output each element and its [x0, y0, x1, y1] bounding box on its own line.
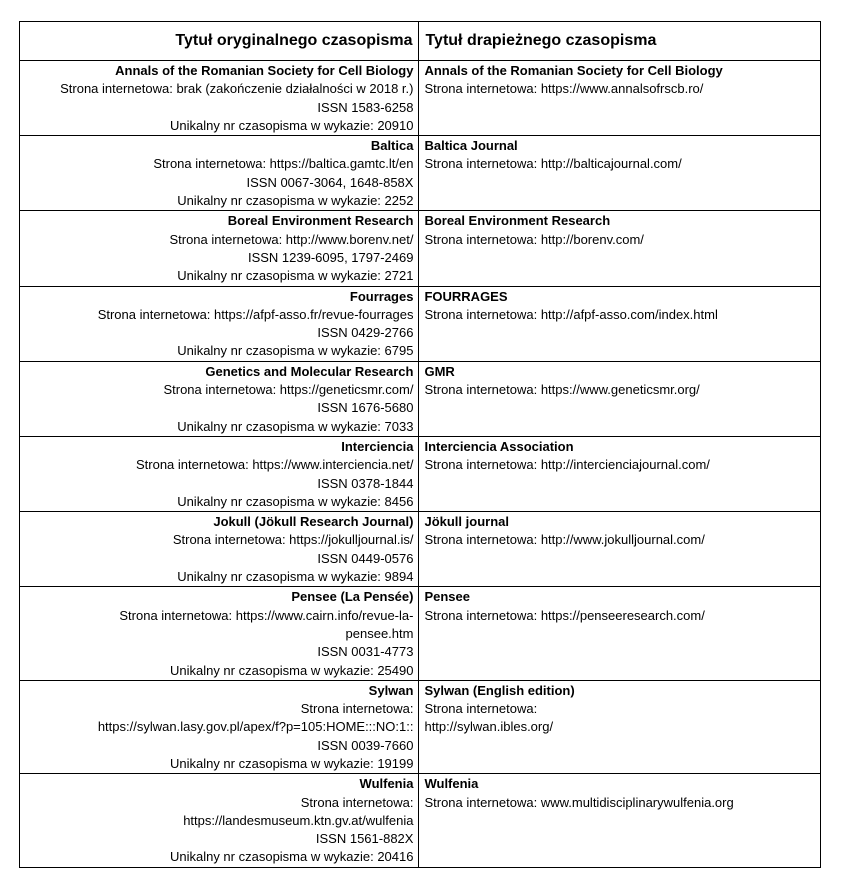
predatory-journal-website: Strona internetowa: https://penseeresearch.com/	[424, 607, 705, 623]
predatory-journal-cell	[419, 436, 821, 511]
original-journal-name: Baltica	[370, 138, 414, 154]
original-journal-website: Strona internetowa:	[300, 794, 414, 810]
table-row	[20, 512, 821, 587]
original-journal-issn: ISSN 1561-882X	[315, 831, 414, 847]
predatory-journal-cell	[419, 512, 821, 587]
original-journal-cell	[20, 774, 419, 867]
original-journal-website: Strona internetowa: brak (zakończenie działalności w 2018 r.)	[60, 81, 414, 97]
original-journal-name: Genetics and Molecular Research	[205, 363, 414, 379]
original-journal-cell	[20, 286, 419, 361]
predatory-journal-name: Sylwan (English edition)	[424, 682, 575, 698]
predatory-journal-name: Boreal Environment Research	[424, 213, 611, 229]
predatory-journal-website: Strona internetowa: www.multidisciplinarywulfenia.org	[424, 794, 734, 810]
original-journal-name: Wulfenia	[359, 776, 414, 792]
original-journal-website: Strona internetowa: https://baltica.gamtc.lt/en	[153, 156, 414, 172]
original-journal-website: Strona internetowa: https://geneticsmr.com/	[163, 382, 414, 398]
predatory-journal-website: Strona internetowa: https://www.geneticsmr.org/	[424, 382, 700, 398]
original-journal-cell	[20, 680, 419, 773]
original-journal-issn: ISSN 0031-4773	[317, 644, 414, 660]
header-predatory-title: Tytuł drapieżnego czasopisma	[419, 22, 821, 61]
original-journal-name: Pensee (La Pensée)	[291, 589, 414, 605]
original-journal-name: Fourrages	[349, 288, 414, 304]
original-journal-name: Sylwan	[368, 682, 414, 698]
original-journal-issn: ISSN 0378-1844	[317, 475, 414, 491]
predatory-journal-name: Interciencia Association	[424, 438, 574, 454]
original-journal-cell	[20, 512, 419, 587]
original-journal-issn: ISSN 0067-3064, 1648-858X	[246, 174, 414, 190]
original-journal-issn: ISSN 0429-2766	[317, 325, 414, 341]
table-row	[20, 774, 821, 867]
predatory-journal-cell	[419, 587, 821, 680]
table-row	[20, 587, 821, 680]
predatory-journal-cell	[419, 136, 821, 211]
predatory-journal-cell	[419, 61, 821, 136]
original-journal-id: Unikalny nr czasopisma w wykazie: 20910	[169, 117, 414, 133]
table-row	[20, 436, 821, 511]
table-row	[20, 286, 821, 361]
table-row	[20, 361, 821, 436]
predatory-journal-name: Annals of the Romanian Society for Cell Biology	[424, 63, 723, 78]
journals-table	[19, 21, 821, 868]
predatory-journal-cell	[419, 361, 821, 436]
original-journal-cell	[20, 211, 419, 286]
original-journal-issn: ISSN 1239-6095, 1797-2469	[247, 249, 414, 265]
predatory-journal-name: Jökull journal	[424, 514, 509, 530]
original-journal-website: Strona internetowa:	[300, 701, 414, 717]
predatory-journal-website: Strona internetowa:	[424, 701, 538, 717]
table-row	[20, 61, 821, 136]
original-journal-website: Strona internetowa: https://jokulljournal.is/	[172, 532, 414, 548]
predatory-journal-website: Strona internetowa: https://www.annalsofrscb.ro/	[424, 81, 704, 97]
predatory-journal-website-cont: http://sylwan.ibles.org/	[424, 719, 554, 735]
predatory-journal-name: FOURRAGES	[424, 288, 508, 304]
predatory-journal-website: Strona internetowa: http://intercienciajournal.com/	[424, 457, 710, 473]
table-row	[20, 136, 821, 211]
original-journal-id: Unikalny nr czasopisma w wykazie: 2252	[177, 193, 414, 209]
original-journal-website: Strona internetowa: https://www.interciencia.net/	[135, 457, 414, 473]
predatory-journal-name: GMR	[424, 363, 455, 379]
predatory-journal-cell	[419, 286, 821, 361]
original-journal-website-cont: https://landesmuseum.ktn.gv.at/wulfenia	[183, 812, 414, 828]
original-journal-id: Unikalny nr czasopisma w wykazie: 2721	[177, 268, 414, 284]
original-journal-name: Interciencia	[341, 438, 414, 454]
predatory-journal-cell	[419, 211, 821, 286]
original-journal-id: Unikalny nr czasopisma w wykazie: 7033	[177, 418, 414, 434]
predatory-journal-cell	[419, 680, 821, 773]
original-journal-issn: ISSN 0449-0576	[317, 550, 414, 566]
predatory-journal-website: Strona internetowa: http://www.jokulljournal.com/	[424, 532, 705, 548]
original-journal-cell	[20, 587, 419, 680]
original-journal-cell	[20, 136, 419, 211]
original-journal-id: Unikalny nr czasopisma w wykazie: 8456	[177, 493, 414, 509]
original-journal-id: Unikalny nr czasopisma w wykazie: 19199	[169, 755, 414, 771]
predatory-journal-website: Strona internetowa: http://borenv.com/	[424, 231, 644, 247]
original-journal-cell	[20, 361, 419, 436]
predatory-journal-name: Baltica Journal	[424, 138, 518, 154]
original-journal-cell	[20, 436, 419, 511]
original-journal-website-cont: https://sylwan.lasy.gov.pl/apex/f?p=105:HOME:::NO:1::	[97, 719, 414, 735]
original-journal-issn: ISSN 1583-6258	[317, 99, 414, 115]
predatory-journal-name: Pensee	[424, 589, 471, 605]
original-journal-id: Unikalny nr czasopisma w wykazie: 6795	[177, 343, 414, 359]
original-journal-id: Unikalny nr czasopisma w wykazie: 25490	[169, 662, 414, 678]
predatory-journal-name: Wulfenia	[424, 776, 479, 792]
table-row	[20, 680, 821, 773]
original-journal-website: Strona internetowa: https://www.cairn.info/revue-la-	[119, 607, 414, 623]
table-row	[20, 211, 821, 286]
original-journal-id: Unikalny nr czasopisma w wykazie: 9894	[177, 569, 414, 585]
original-journal-issn: ISSN 1676-5680	[317, 400, 414, 416]
predatory-journal-website: Strona internetowa: http://balticajournal.com/	[424, 156, 682, 172]
original-journal-name: Boreal Environment Research	[227, 213, 414, 229]
original-journal-name: Annals of the Romanian Society for Cell Biology	[115, 63, 414, 78]
original-journal-id: Unikalny nr czasopisma w wykazie: 20416	[169, 849, 414, 865]
predatory-journal-website: Strona internetowa: http://afpf-asso.com/index.html	[424, 306, 718, 322]
header-original-title: Tytuł oryginalnego czasopisma	[20, 22, 419, 61]
original-journal-website: Strona internetowa: https://afpf-asso.fr/revue-fourrages	[97, 306, 414, 322]
original-journal-issn: ISSN 0039-7660	[317, 737, 414, 753]
original-journal-website: Strona internetowa: http://www.borenv.net/	[169, 231, 414, 247]
predatory-journal-cell	[419, 774, 821, 867]
original-journal-website-cont: pensee.htm	[345, 625, 414, 641]
original-journal-name: Jokull (Jökull Research Journal)	[213, 514, 414, 530]
original-journal-cell	[20, 61, 419, 136]
table-header-row	[20, 22, 821, 61]
